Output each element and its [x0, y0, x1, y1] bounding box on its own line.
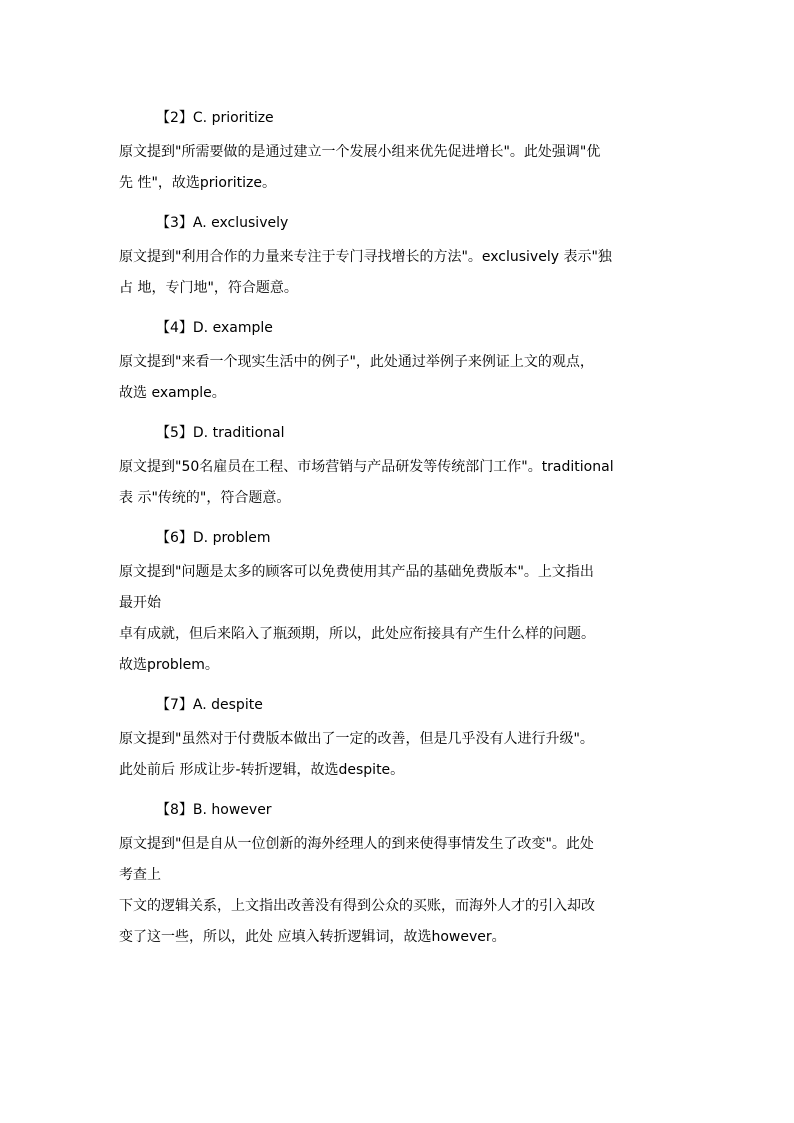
answer-heading: 【2】C. prioritize — [156, 110, 274, 126]
answer-heading: 【3】A. exclusively — [156, 215, 289, 231]
explanation-line: 原文提到"虽然对于付费版本做出了一定的改善，但是几乎没有人进行升级"。 — [119, 731, 594, 747]
explanation-line: 原文提到"但是自从一位创新的海外经理人的到来使得事情发生了改变"。此处 — [119, 836, 594, 852]
answer-heading: 【5】D. traditional — [156, 425, 285, 441]
answer-heading: 【4】D. example — [156, 320, 273, 336]
answer-item-4 — [119, 314, 667, 409]
answer-item-2 — [119, 104, 667, 199]
explanation-line: 原文提到"问题是太多的顾客可以免费使用其产品的基础免费版本"。上文指出 — [119, 564, 594, 580]
answer-item-5 — [119, 419, 667, 514]
explanation-line: 变了这一些，所以，此处 应填入转折逻辑词，故选however。 — [119, 929, 506, 945]
explanation-line: 卓有成就，但后来陷入了瓶颈期，所以，此处应衔接具有产生什么样的问题。 — [119, 626, 595, 642]
explanation-line: 原文提到"50名雇员在工程、市场营销与产品研发等传统部门工作"。traditional — [119, 459, 614, 475]
explanation-line: 最开始 — [119, 595, 161, 611]
explanation-line: 先 性"，故选prioritize。 — [119, 175, 276, 191]
explanation-line: 故选 example。 — [119, 385, 226, 401]
answer-heading: 【6】D. problem — [156, 530, 271, 546]
explanation-line: 考查上 — [119, 867, 161, 883]
answer-heading: 【8】B. however — [156, 802, 272, 818]
answer-item-7 — [119, 691, 667, 786]
explanation-line: 原文提到"利用合作的力量来专注于专门寻找增长的方法"。exclusively 表示"独 — [119, 249, 612, 265]
explanation-line: 原文提到"来看一个现实生活中的例子"，此处通过举例子来例证上文的观点， — [119, 354, 594, 370]
answer-explanations — [119, 104, 667, 963]
answer-heading: 【7】A. despite — [156, 697, 263, 713]
answer-item-3 — [119, 209, 667, 304]
explanation-line: 此处前后 形成让步-转折逻辑，故选despite。 — [119, 762, 405, 778]
explanation-line: 故选problem。 — [119, 657, 219, 673]
explanation-line: 下文的逻辑关系，上文指出改善没有得到公众的买账，而海外人才的引入却改 — [119, 898, 595, 914]
explanation-line: 占 地，专门地"，符合题意。 — [119, 280, 298, 296]
explanation-line: 表 示"传统的"，符合题意。 — [119, 490, 291, 506]
explanation-line: 原文提到"所需要做的是通过建立一个发展小组来优先促进增长"。此处强调"优 — [119, 144, 601, 160]
answer-item-8 — [119, 796, 667, 953]
answer-item-6 — [119, 524, 667, 681]
